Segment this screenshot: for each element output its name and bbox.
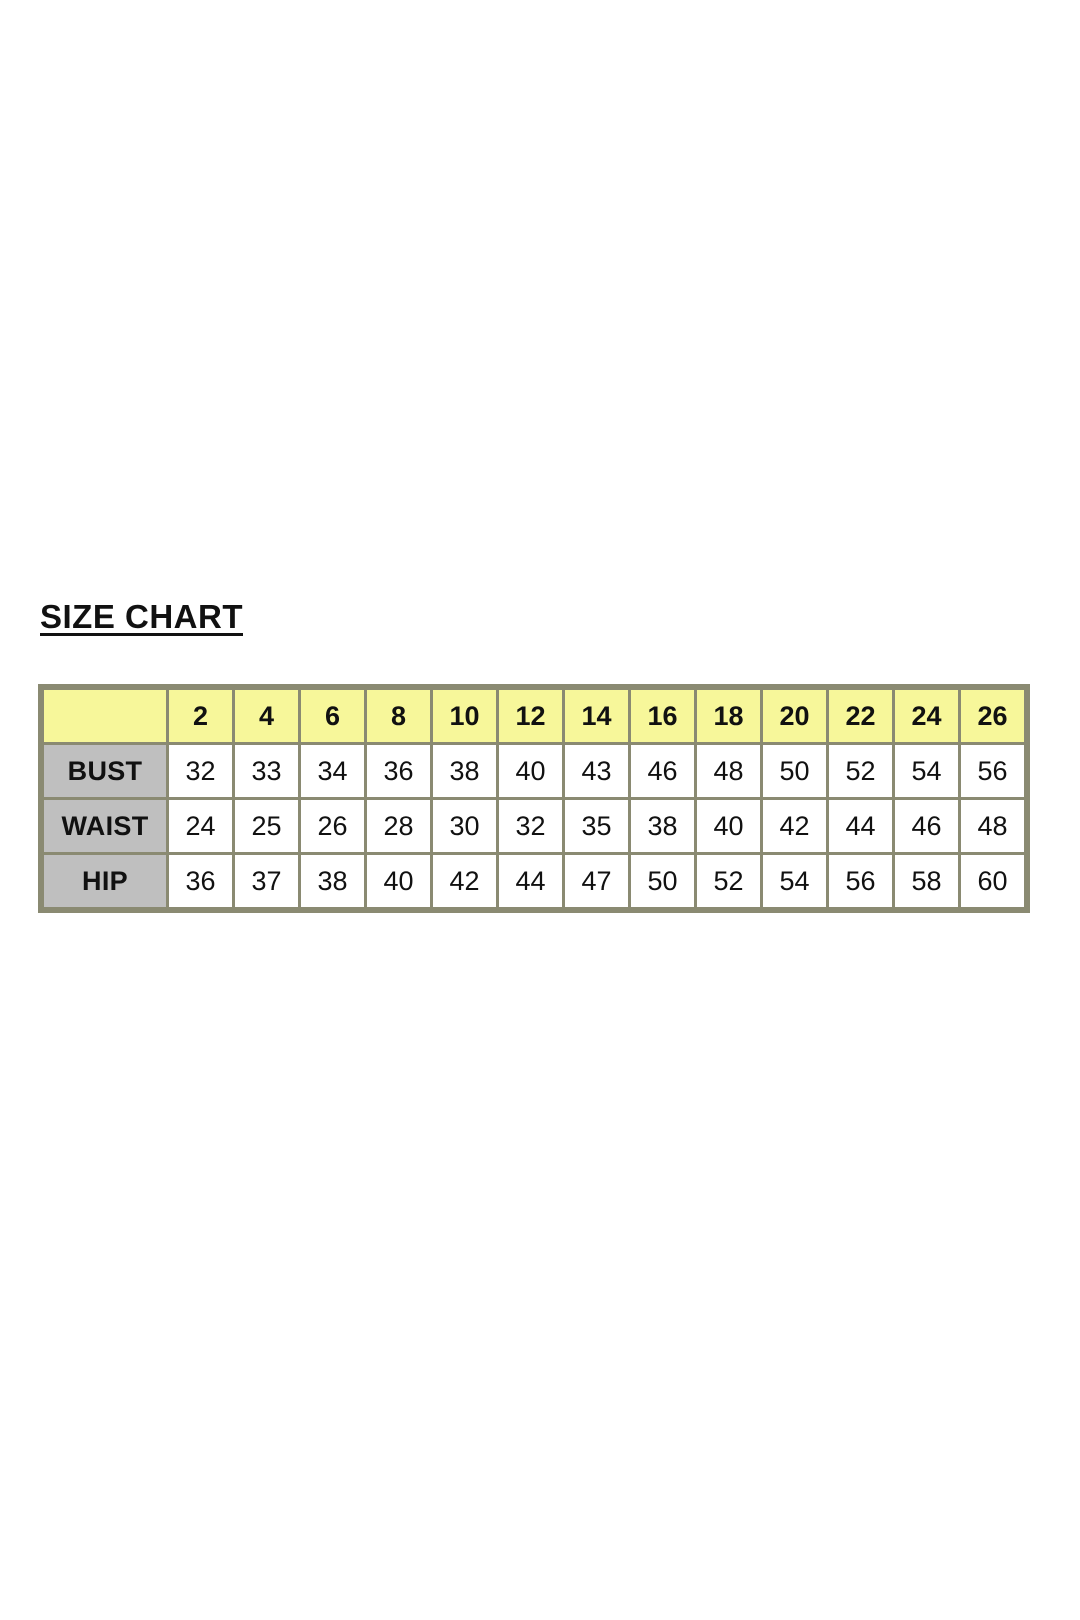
table-cell: 50 — [631, 855, 694, 907]
table-cell: 52 — [697, 855, 760, 907]
table-cell: 50 — [763, 745, 826, 797]
table-cell: 38 — [301, 855, 364, 907]
table-header — [44, 690, 1024, 742]
table-cell: 56 — [961, 745, 1024, 797]
table-cell: 24 — [169, 800, 232, 852]
table-cell: 25 — [235, 800, 298, 852]
table-cell: 48 — [697, 745, 760, 797]
column-header-size: 10 — [433, 690, 496, 742]
table-cell: 38 — [433, 745, 496, 797]
table-cell: 37 — [235, 855, 298, 907]
page-title: SIZE CHART — [40, 598, 243, 635]
table-cell: 54 — [895, 745, 958, 797]
table-cell: 60 — [961, 855, 1024, 907]
table-cell: 44 — [829, 800, 892, 852]
column-header-size: 2 — [169, 690, 232, 742]
table-cell: 36 — [367, 745, 430, 797]
column-header-size: 8 — [367, 690, 430, 742]
table-cell: 48 — [961, 800, 1024, 852]
column-header-size: 20 — [763, 690, 826, 742]
column-header-size: 18 — [697, 690, 760, 742]
table-cell: 44 — [499, 855, 562, 907]
table-cell: 33 — [235, 745, 298, 797]
table-cell: 34 — [301, 745, 364, 797]
table-header-row — [44, 690, 1024, 742]
table-cell: 38 — [631, 800, 694, 852]
column-header-size: 22 — [829, 690, 892, 742]
table-cell: 46 — [895, 800, 958, 852]
column-header-size: 16 — [631, 690, 694, 742]
column-header-size: 14 — [565, 690, 628, 742]
table-cell: 32 — [169, 745, 232, 797]
table-cell: 42 — [763, 800, 826, 852]
row-label-waist: WAIST — [44, 800, 166, 852]
row-label-bust: BUST — [44, 745, 166, 797]
column-header-size: 24 — [895, 690, 958, 742]
table-body — [44, 745, 1024, 907]
table-cell: 46 — [631, 745, 694, 797]
row-label-hip: HIP — [44, 855, 166, 907]
table-cell: 35 — [565, 800, 628, 852]
table-cell: 40 — [499, 745, 562, 797]
table-cell: 54 — [763, 855, 826, 907]
table-row — [44, 745, 1024, 797]
table-cell: 58 — [895, 855, 958, 907]
size-chart-table — [38, 684, 1030, 913]
table-cell: 42 — [433, 855, 496, 907]
table-cell: 40 — [697, 800, 760, 852]
table-cell: 56 — [829, 855, 892, 907]
column-header-size: 6 — [301, 690, 364, 742]
table-cell: 43 — [565, 745, 628, 797]
table-cell: 26 — [301, 800, 364, 852]
table-cell: 40 — [367, 855, 430, 907]
table-cell: 47 — [565, 855, 628, 907]
table-cell: 52 — [829, 745, 892, 797]
table-cell: 32 — [499, 800, 562, 852]
column-header-size: 4 — [235, 690, 298, 742]
table-cell: 28 — [367, 800, 430, 852]
table-cell: 30 — [433, 800, 496, 852]
table-cell: 36 — [169, 855, 232, 907]
table-row — [44, 855, 1024, 907]
table-corner-cell — [44, 690, 166, 742]
size-chart-block — [38, 598, 1006, 913]
column-header-size: 26 — [961, 690, 1024, 742]
table-row — [44, 800, 1024, 852]
column-header-size: 12 — [499, 690, 562, 742]
